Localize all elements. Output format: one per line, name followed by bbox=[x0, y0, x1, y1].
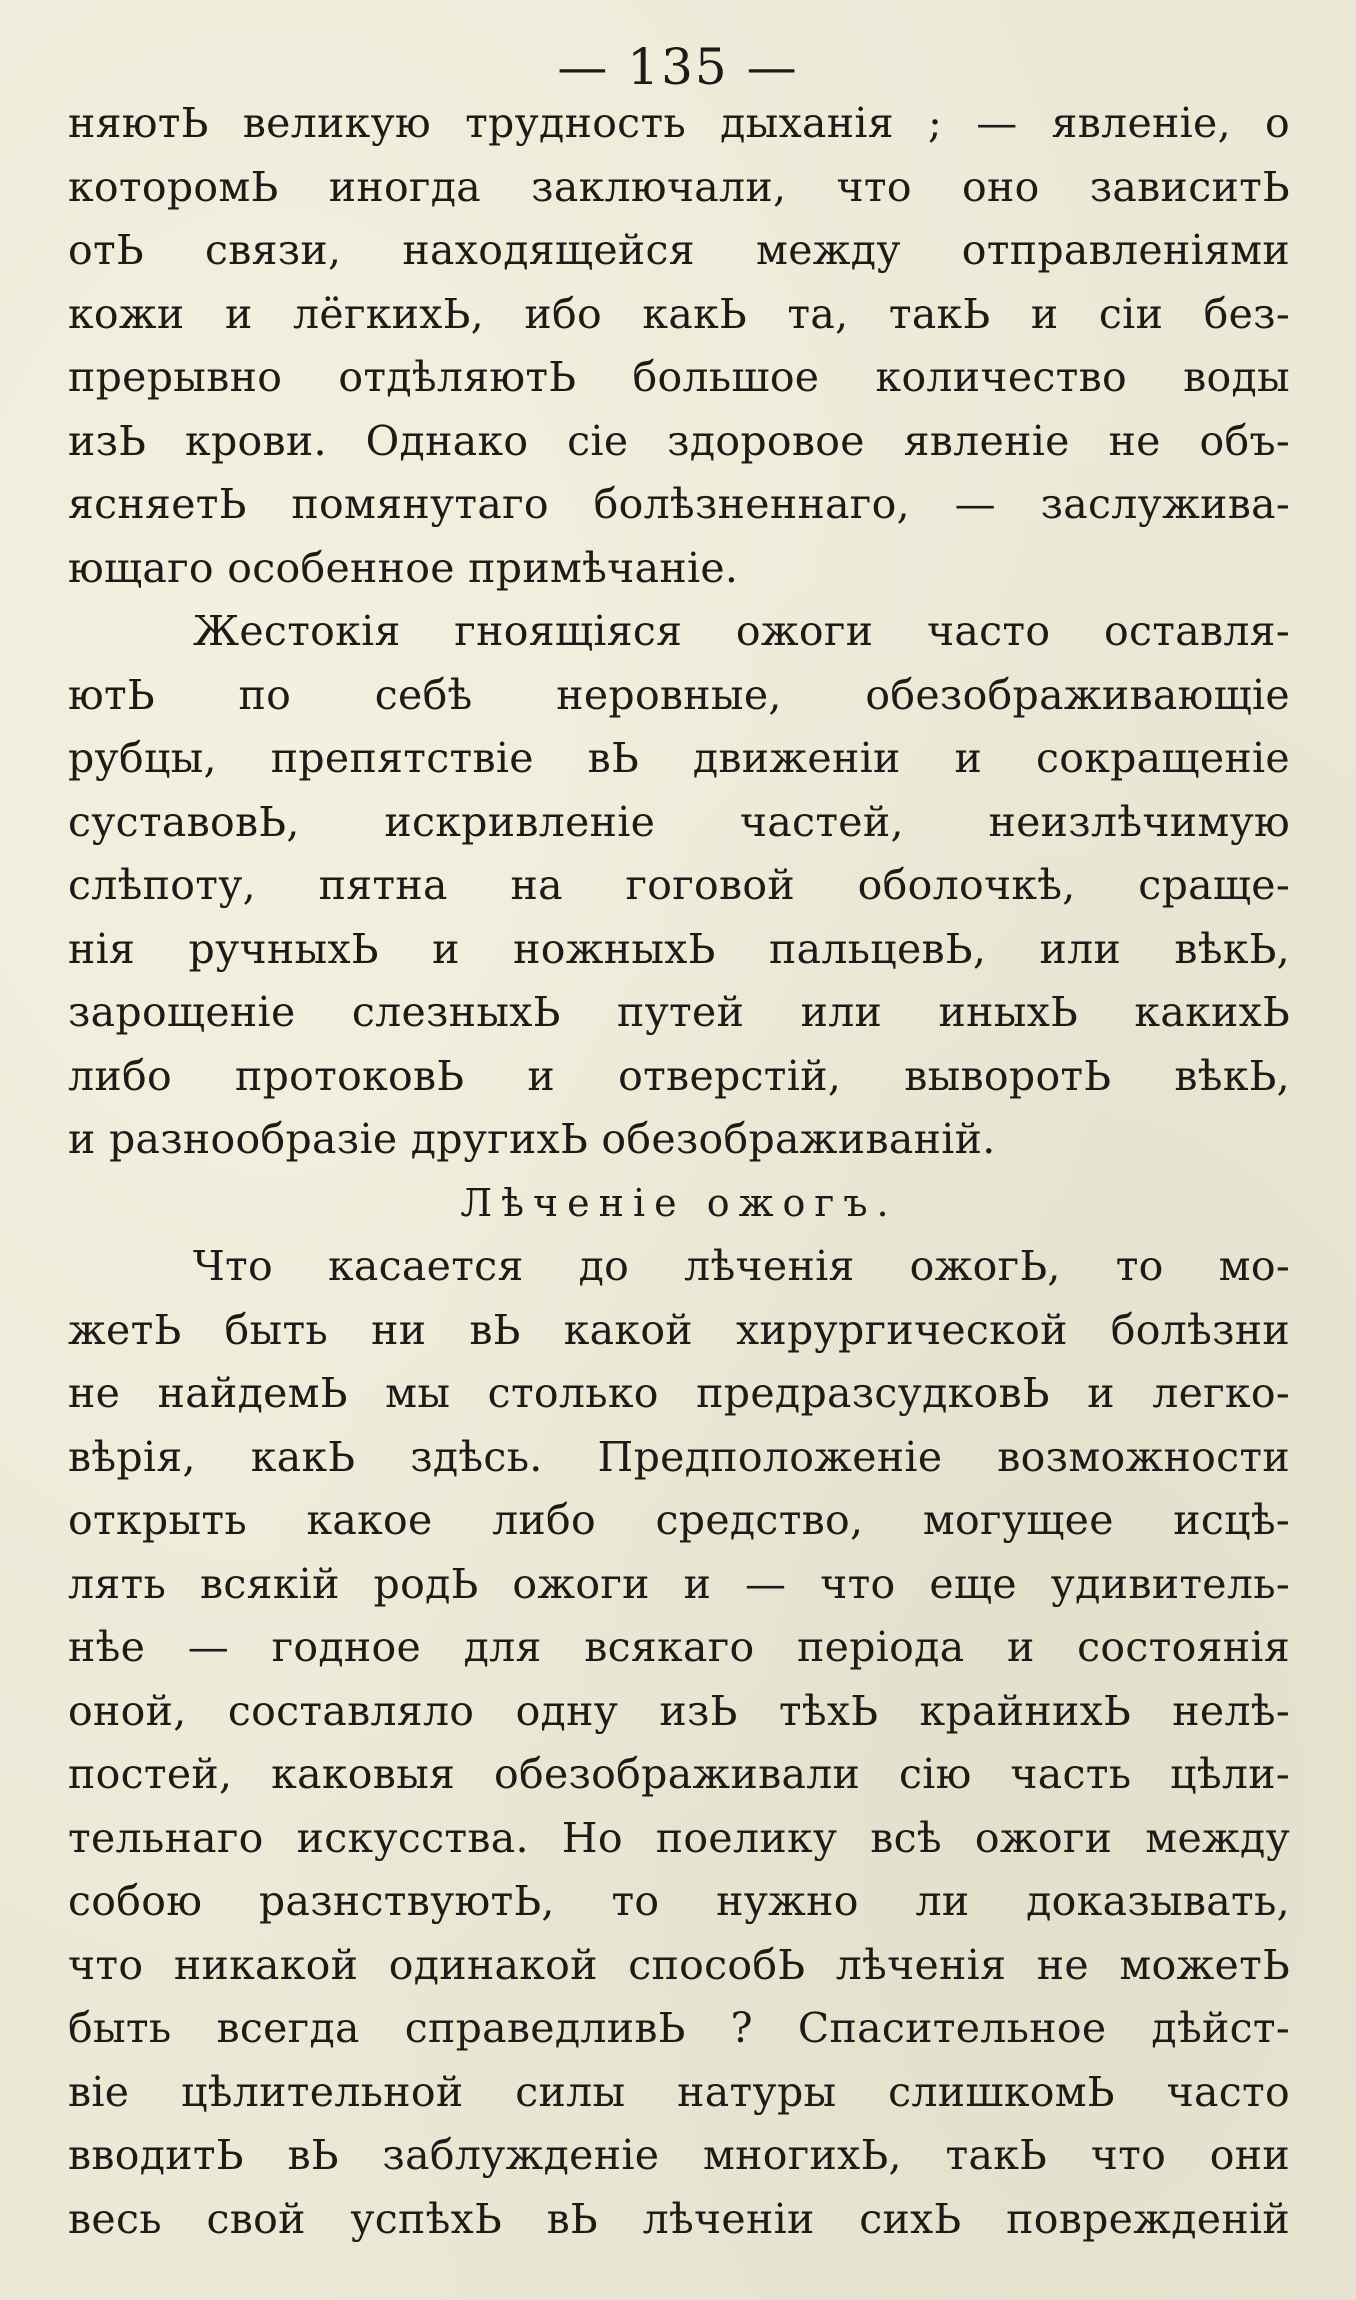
text-line: Жестокія гноящіяся ожоги часто оставля- bbox=[193, 607, 1290, 655]
text-line: суставовЬ, искривленіе частей, неизлѣчимую bbox=[68, 797, 1290, 846]
section-heading: Лѣченіе ожогъ. bbox=[460, 1180, 898, 1225]
text-line: либо протоковЬ и отверстій, выворотЬ вѣкЬ, bbox=[68, 1051, 1290, 1100]
text-line: изЬ крови. Однако сіе здоровое явленіе не объ- bbox=[68, 416, 1290, 465]
text-line: нія ручныхЬ и ножныхЬ пальцевЬ, или вѣкЬ, bbox=[68, 924, 1290, 973]
text-line: кожи и лёгкихЬ, ибо какЬ та, такЬ и сіи без- bbox=[68, 289, 1290, 338]
text-line: зарощеніе слезныхЬ путей или иныхЬ какихЬ bbox=[68, 988, 1290, 1036]
text-line: лять всякій родЬ ожоги и — что еще удивитель- bbox=[68, 1559, 1290, 1608]
text-line: вводитЬ вЬ заблужденіе многихЬ, такЬ что они bbox=[68, 2131, 1290, 2179]
text-line: не найдемЬ мы столько предразсудковЬ и легко- bbox=[68, 1369, 1290, 1417]
page-number: — 135 — bbox=[557, 38, 799, 96]
text-line: ющаго особенное примѣчаніе. bbox=[68, 543, 739, 592]
text-line: прерывно отдѣляютЬ большое количество воды bbox=[68, 353, 1290, 401]
text-line: віе цѣлительной силы натуры слишкомЬ часто bbox=[68, 2067, 1290, 2116]
text-line: оной, составляло одну изЬ тѣхЬ крайнихЬ нелѣ- bbox=[68, 1686, 1290, 1735]
text-line: весь свой успѣхЬ вЬ лѣченіи сихЬ поврежденій bbox=[68, 2194, 1290, 2243]
text-line: Что касается до лѣченія ожогЬ, то мо- bbox=[193, 1242, 1290, 1290]
text-line: собою разнствуютЬ, то нужно ли доказывать, bbox=[68, 1877, 1290, 1925]
text-line: что никакой одинакой способЬ лѣченія не можетЬ bbox=[68, 1940, 1290, 1989]
text-line: отЬ связи, находящейся между отправленіями bbox=[68, 226, 1290, 274]
text-line: нѣе — годное для всякаго періода и состоянія bbox=[68, 1623, 1290, 1671]
text-line: няютЬ великую трудность дыханія ; — явленіе, о bbox=[68, 99, 1290, 147]
text-line: быть всегда справедливЬ ? Спасительное дѣйст- bbox=[68, 2004, 1290, 2052]
text-line: и разнообразіе другихЬ обезображиваній. bbox=[68, 1115, 996, 1163]
text-line: ютЬ по себѣ неровные, обезображивающіе bbox=[68, 670, 1290, 719]
body-text bbox=[68, 92, 1290, 2251]
text-line: ясняетЬ помянутаго болѣзненнаго, — заслужива- bbox=[68, 480, 1290, 528]
text-line: слѣпоту, пятна на гоговой оболочкѣ, сраще- bbox=[68, 861, 1290, 909]
text-line: жетЬ быть ни вЬ какой хирургической болѣзни bbox=[68, 1305, 1290, 1354]
text-line: которомЬ иногда заключали, что оно зависитЬ bbox=[68, 162, 1290, 211]
text-line: вѣрія, какЬ здѣсь. Предположеніе возможности bbox=[68, 1432, 1290, 1481]
text-line: рубцы, препятствіе вЬ движеніи и сокращеніе bbox=[68, 734, 1290, 782]
text-line: постей, каковыя обезображивали сію часть цѣли- bbox=[68, 1750, 1290, 1798]
text-line: тельнаго искусства. Но поелику всѣ ожоги между bbox=[68, 1813, 1290, 1862]
text-line: открыть какое либо средство, могущее исцѣ- bbox=[68, 1496, 1290, 1544]
